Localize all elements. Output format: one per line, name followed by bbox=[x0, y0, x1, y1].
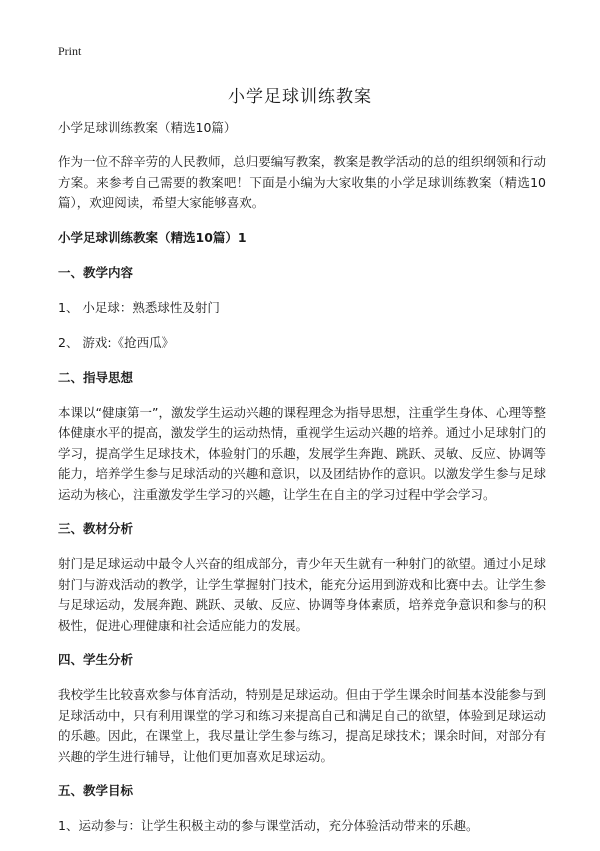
section-heading-content: 一、教学内容 bbox=[58, 264, 134, 280]
document-title: 小学足球训练教案 bbox=[228, 87, 372, 107]
section-heading-goals: 五、教学目标 bbox=[58, 783, 134, 798]
guide-paragraph: 本课以“健康第一”，激发学生运动兴趣的课程理念为指导思想，注重学生身体、心理等整体健康水平的提高，激发学生的运动热情，重视学生运动兴趣的培养。通过小足球射门的学习，提高学生足球技术，体验射门的乐趣，发展学生奔跑、跳跃、灵敏、反应、协调等能力，培养学生参与足球活动的兴趣和意识，以及团结协作的意识。以激发学生参与足球运动为核心，注重激发学生学习的兴趣，让学生在自主的学习过程中学会学习。 bbox=[58, 404, 546, 502]
lesson-heading: 小学足球训练教案（精选10篇）1 bbox=[58, 229, 247, 245]
list-item: 2、 游戏:《抢西瓜》 bbox=[58, 334, 175, 350]
print-link[interactable]: Print bbox=[58, 44, 82, 58]
students-paragraph: 我校学生比较喜欢参与体育活动，特别是足球运动。但由于学生课余时间基本没能参与到足球活动中，只有利用课堂的学习和练习来提高自己和满足自己的欲望，体验到足球运动的乐趣。因此，在课堂上，我尽量让学生参与练习，提高足球技术；课余时间，对部分有兴趣的学生进行辅导，让他们更加喜欢足球运动。 bbox=[58, 687, 546, 764]
list-item: 1、运动参与：让学生积极主动的参与课堂活动，充分体验活动带来的乐趣。 bbox=[58, 818, 479, 833]
document-subtitle: 小学足球训练教案（精选10篇） bbox=[58, 120, 237, 135]
section-heading-students: 四、学生分析 bbox=[58, 652, 134, 667]
section-heading-analysis: 三、教材分析 bbox=[58, 521, 134, 536]
section-heading-guide: 二、指导思想 bbox=[58, 369, 134, 385]
document-body bbox=[58, 118, 546, 851]
intro-paragraph: 作为一位不辞辛劳的人民教师，总归要编写教案，教案是教学活动的总的组织纲领和行动方案。来参考自己需要的教案吧！下面是小编为大家收集的小学足球训练教案（精选10篇），欢迎阅读，希望大家能够喜欢。 bbox=[58, 154, 546, 210]
list-item: 1、 小足球：熟悉球性及射门 bbox=[58, 299, 220, 315]
analysis-paragraph: 射门是足球运动中最令人兴奋的组成部分，青少年天生就有一种射门的欲望。通过小足球射门与游戏活动的教学，让学生掌握射门技术，能充分运用到游戏和比赛中去。让学生参与足球运动，发展奔跑、跳跃、灵敏、反应、协调等身体素质，培养竞争意识和参与的积极性，促进心理健康和社会适应能力的发展。 bbox=[58, 556, 546, 633]
